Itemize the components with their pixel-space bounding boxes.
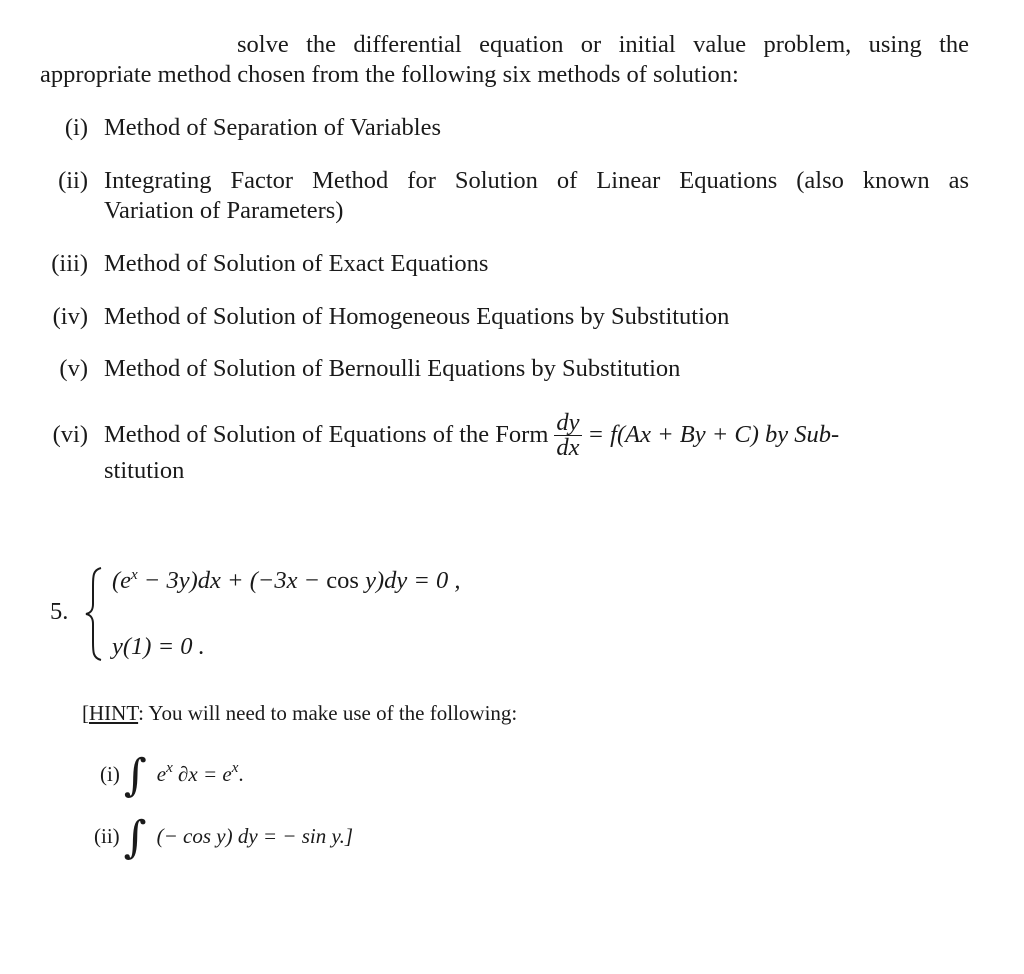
method-text: Method of Solution of Exact Equations [104,250,489,277]
method-line-vi [104,405,839,465]
method-label: (ii) [58,167,88,194]
method-text: Method of Solution of Equations of the Form [104,421,549,448]
hint-item-2 [94,812,354,863]
hint-bracket: [ [82,701,89,725]
fraction-numerator: dy [556,408,580,436]
method-text: Integrating Factor Method for Solution of Linear Equations (also known as [104,167,969,194]
hint-item-label: (ii) [94,823,120,848]
method-formula: = f(Ax + By + C) by Sub- [587,421,840,448]
eq-exponent: x [166,759,173,776]
eq-part: . [238,761,244,786]
method-text: Method of Solution of Bernoulli Equations by Substitution [104,355,681,382]
dy-dx-fraction [554,408,581,461]
fraction-denominator: dx [556,433,580,461]
eq-part: (e [112,567,132,594]
eq-part: e [156,761,167,786]
eq-exponent: x [131,567,138,583]
integral-sign-icon: ∫ [123,812,147,863]
method-label: (vi) [52,421,88,448]
hint-heading [82,698,517,728]
intro-line-1: solve the differential equation or initial value problem, using the [237,31,969,58]
eq-part: (− cos y) dy = − sin y.] [156,823,354,848]
method-label: (i) [64,114,88,141]
method-label: (v) [59,355,88,382]
method-text-cont: Variation of Parameters) [104,197,344,224]
method-text: Method of Separation of Variables [104,114,442,141]
eq-exponent: x [231,759,239,776]
hint-item-1 [100,750,244,801]
eq-cos: cos [326,567,359,594]
initial-condition: y(1) = 0 . [112,633,205,660]
method-label: (iv) [52,303,88,330]
method-text: Method of Solution of Homogeneous Equations by Substitution [104,303,730,330]
hint-item-label: (i) [100,761,120,786]
left-brace-icon [84,566,104,662]
eq-part: − 3y)dx + (−3x − [137,567,327,594]
problem-number: 5. [50,598,69,625]
method-label: (iii) [51,250,88,277]
eq-part: ∂x = e [172,761,232,786]
equation-1 [112,566,461,596]
hint-text: : You will need to make use of the following: [138,701,518,725]
eq-part: y)dy = 0 , [358,567,461,594]
method-text-cont: stitution [104,457,185,484]
integral-sign-icon: ∫ [123,750,147,801]
hint-word: HINT [89,701,139,725]
intro-line-2: appropriate method chosen from the following six methods of solution: [40,61,739,88]
